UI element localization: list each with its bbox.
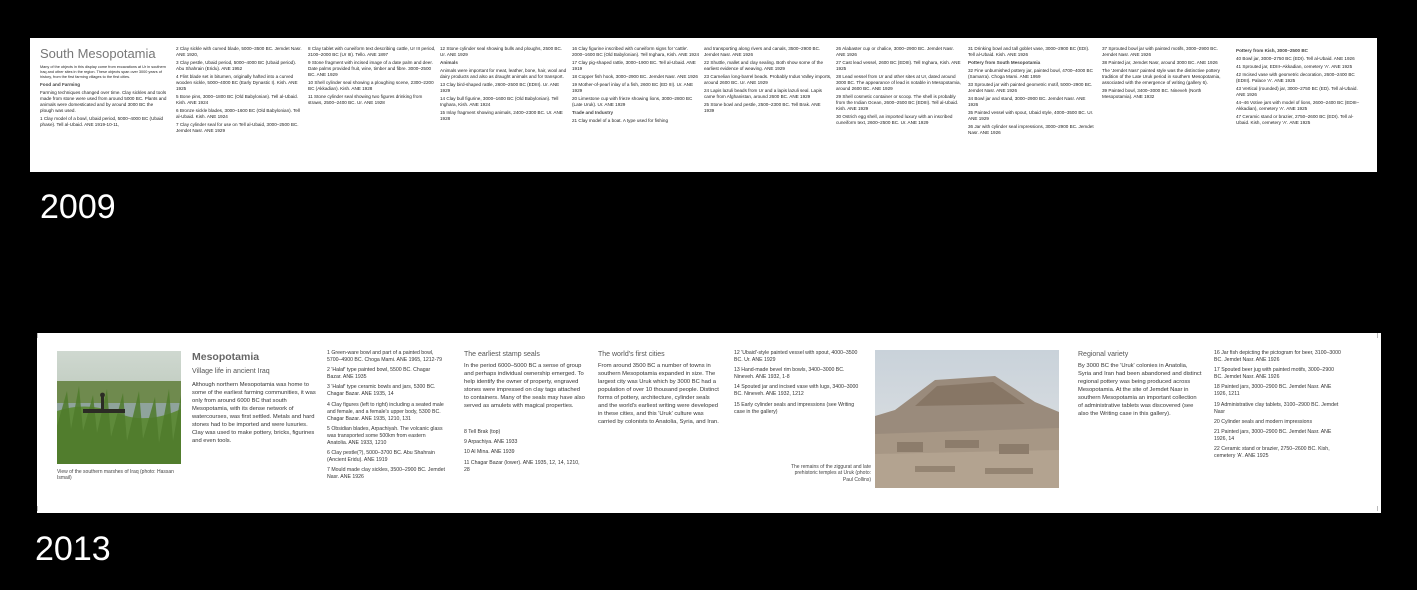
panel-2009-entry: 25 Stone bowl and pestle, 2500–2300 BC. Tell Brak. ANE 1939	[704, 102, 821, 113]
panel-2009-entry: 37 Sprouted bowl jar with painted motifs, 3000–2900 BC. Jemdet Nasr. ANE 1926	[1102, 46, 1218, 57]
panel-2009-entry: 7 Clay cylinder seal for use on Tell al-Ubaid, 3000–2500 BC. Jemdet Nasr. ANE 1929	[176, 122, 299, 133]
marsh-photo-image	[57, 351, 181, 464]
seals-text: In the period 6000–5000 BC a sense of group and perhaps individual ownership emerged. To help identify the owner of property, engraved stones were impressed on clay tags attached to containers. Many of the seals may have also served as amulets with magical properties.	[464, 363, 585, 409]
year-label-2013: 2013	[35, 530, 111, 568]
panel-2009-subheading: Animals	[440, 60, 458, 65]
list-item: 1 Green-ware bowl and part of a painted bowl, 5700–4900 BC. Choga Mami. ANE 1965, 1212-79	[327, 350, 443, 363]
panel-2009-farming-text: Farming techniques changed over time. Clay sickles and tools made from stone were used from around 5000 BC. Plants and animals were domesticated and by around 3000 BC the plough was used.	[40, 90, 167, 113]
list-item: 4 Clay figures (left to right) including a seated male and female, and a female's upper body, 5300 BC. Chagar Bazar. ANE 1935, 1210, 131	[327, 401, 444, 422]
panel-2009-subheading: Pottery from Kish, 3000–2500 BC	[1236, 48, 1308, 53]
panel-2009-title: South Mesopotamia	[40, 46, 156, 61]
panel-2009-entry: 43 Vertical (rounded) jar, 3000–2750 BC (ED). Tell al-Ubaid. ANE 1926	[1236, 86, 1358, 97]
panel-2009-column-2	[308, 46, 436, 170]
panel-2009-entry: 32 Fine unburnished pottery jar, painted bowl, 4700–4000 BC (Samarra). Choga Mami. ANE 1959	[968, 68, 1093, 79]
panel-2009-entry: 22 Shuttle, mallet and clay sealing. Both show some of the earliest evidence of weaving. ANE 1929	[704, 60, 823, 71]
list-item: 18 Painted jars, 3000–2900 BC. Jemdet Nasr. ANE 1926, 1211	[1214, 384, 1332, 398]
panel-2009-entry: 5 Bone pins, 3000–1800 BC (Old Babylonian). Tell al-Ubaid. Kish. ANE 1924	[176, 94, 298, 105]
panel-2009-entry: 20 Limestone cup with frieze showing lions, 3000–2800 BC (Late Uruk). Ur. ANE 1929	[572, 96, 693, 107]
list-item: 2 'Halaf' type painted bowl, 5500 BC. Chagar Bazar. ANE 1935	[327, 367, 431, 381]
object-list-4	[1214, 350, 1344, 463]
marsh-photo-caption: View of the southern marshes of Iraq (photo: Hassan Ismail)	[57, 469, 174, 482]
cities-heading: The world's first cities	[598, 351, 665, 358]
regional-text: By 3000 BC the 'Uruk' colonies in Anatolia, Syria and Iran had been abandoned and distinct regional pottery was being produced across Mesopotamia. At the site of Jemdet Nasr in southern Mesopotamia an important collection of administrative tablets was discovered (see also the Writing case in this gallery).	[1078, 363, 1202, 417]
panel-2009-entry: 40 Bowl jar, 3000–2750 BC (EDI). Tell al-Ubaid. ANE 1926	[1236, 56, 1355, 61]
crop-mark	[1377, 506, 1378, 511]
panel-2009-entry: 16 Clay figurine inscribed with cuneiform signs for 'cattle'. 2000–1600 BC (Old Babylonian). Tell Inghara, Kish. ANE 1924	[572, 46, 700, 57]
list-item: 13 Hand-made bevel rim bowls, 3400–3000 BC. Nineveh. ANE 1932, 1-8	[734, 367, 845, 381]
panel-2009-column-4	[572, 46, 700, 170]
label-panel-2009	[30, 38, 1377, 172]
list-item: 19 Administrative clay tablets, 3100–2900 BC. Jemdet Nasr	[1214, 401, 1339, 415]
panel-2009-column-5	[704, 46, 832, 170]
panel-2009-column-7	[968, 46, 1096, 170]
panel-2013-subtitle: Village life in ancient Iraq	[192, 368, 270, 375]
panel-2009-entry: 24 Lapis lazuli beads from Ur and a lapis lazuli seal. Lapis came from Afghanistan, around 2600 BC. ANE 1929	[704, 88, 822, 99]
panel-2009-entry: 23 Carnelian long-barrel beads. Probably Indus Valley imports, around 2600 BC. Ur. ANE 1929	[704, 74, 832, 85]
panel-2009-column-1	[176, 46, 304, 170]
panel-2009-entry: 3 Clay pestle, Ubaid period, 5000–4000 BC (Ubaid period). Abu Shahrain (Eridu). ANE 1952	[176, 60, 297, 71]
panel-2009-entry: The 'Jemdet Nasr' painted style was the distinctive pottery tradition of the Late Uruk period in southern Mesopotamia, associated with the emergence of writing (gallery 6).	[1102, 68, 1221, 85]
list-item: 11 Chagar Bazar (lower). ANE 1935, 12, 14, 1210, 28	[464, 459, 580, 473]
panel-2009-entry: 35 Painted vessel with spout, Ubaid style, 4000–3500 BC. Ur. ANE 1929	[968, 110, 1094, 121]
panel-2009-entry: 13 Clay bird-shaped rattle, 2600–2500 BC (EDIII). Ur. ANE 1929	[440, 82, 560, 93]
panel-2009-column-3	[440, 46, 568, 170]
list-item: 21 Painted jars, 3000–2900 BC. Jemdet Nasr. ANE 1926, 14	[1214, 428, 1332, 442]
panel-2009-entry: 17 Clay pig-shaped rattle, 3000–1900 BC. Tell al-Ubaid. ANE 1919	[572, 60, 696, 71]
panel-2009-entry: 33 Sprouted jar with painted geometric motif, 5000–2900 BC. Jemdet Nasr. ANE 1926	[968, 82, 1093, 93]
panel-2009-entry: 9 Stone fragment with incised image of a date palm and deer. Date palms provided fruit, wine, timber and fibre. 3000–2500 BC. ANE 1929	[308, 60, 433, 77]
list-item: 17 Spouted beer jug with painted motifs, 3000–2900 BC. Jemdet Nasr. ANE 1926	[1214, 367, 1334, 381]
list-item: 16 Jar fish depicting the pictogram for beer, 3100–3000 BC. Jemdet Nasr. ANE 1926	[1214, 350, 1341, 363]
crop-mark	[1377, 333, 1378, 338]
panel-2009-entry: 29 Shell cosmetic container or scoop. The shell is probably from the Indian Ocean, 2600–2500 BC (EDIII). Tell al-Ubaid. Kish. ANE 1929	[836, 94, 959, 111]
year-label-2009: 2009	[40, 188, 116, 226]
panel-2009-entry: 19 Mother-of-pearl inlay of a fish, 2600 BC (ED III). Ur. ANE 1929	[572, 82, 694, 93]
panel-2009-entry: 6 Bronze sickle blades, 3000–1600 BC (Old Babylonian). Tell al-Ubaid. Kish. ANE 1924	[176, 108, 301, 119]
panel-2009-entry: 38 Painted jar, Jemdet Nasr, around 3000 BC. ANE 1926	[1102, 60, 1218, 65]
list-item: 9 Arpachiya. ANE 1933	[464, 439, 518, 446]
list-item: 20 Cylinder seals and modern impressions	[1214, 418, 1313, 425]
panel-2009-entry: 31 Drinking bowl and tall goblet vase, 3000–2900 BC (EDI). Tell al-Ubaid. Kish. ANE 1926	[968, 46, 1090, 57]
panel-2009-column-6	[836, 46, 964, 170]
list-item: 3 'Halaf' type ceramic bowls and jars, 5300 BC. Chagar Bazar. ANE 1935, 14	[327, 384, 436, 398]
panel-2009-entry: 47 Ceramic stand or brazier, 2750–2600 BC (EDI). Tell al-Ubaid. Kish, cemetery 'A'. ANE 1925	[1236, 114, 1354, 125]
panel-2009-entry: Animals were important for meat, leather, bone, hair, wool and dairy products and also as draught animals and for transport.	[440, 68, 567, 79]
list-item: 6 Clay pestle(?), 5000–3700 BC. Abu Shahrain (Ancient Eridu). ANE 1919	[327, 449, 435, 463]
list-item: 14 Spouted jar and incised vase with lugs, 3400–3000 BC. Nineveh. ANE 1932, 1212	[734, 384, 859, 398]
list-item: 12 'Ubaid'-style painted vessel with spout, 4000–3500 BC. Ur. ANE 1929	[734, 350, 858, 363]
panel-2009-entry: 27 Cast lead vessel, 2600 BC (EDIII). Tell Inghara, Kish. ANE 1925	[836, 60, 961, 71]
panel-2009-column-8	[1102, 46, 1230, 170]
panel-2009-column-0	[40, 46, 168, 170]
panel-2009-entry: 21 Clay model of a boat. A type used for fishing	[572, 118, 669, 123]
crop-mark	[37, 333, 38, 338]
ziggurat-photo-caption: The remains of the ziggurat and late prehistoric temples at Uruk (photo: Paul Collins)	[790, 464, 871, 483]
panel-2009-subheading: Pottery from South Mesopotamia	[968, 60, 1041, 65]
marsh-photo	[57, 351, 181, 464]
panel-2009-entry: 12 Stone cylinder seal showing bulls and ploughs, 2500 BC. Ur. ANE 1929	[440, 46, 563, 57]
panel-2009-entry: 11 Stone cylinder seal showing two figures drinking from straws, 2500–2400 BC. Ur. ANE 1928	[308, 94, 423, 105]
object-list-2	[464, 429, 586, 477]
panel-2009-entry: 44–46 Votive jars with model of lions, 2600–2400 BC (EDIII–Akkadian), cemetery 'A'. ANE 1925	[1236, 100, 1360, 111]
panel-2009-column-9	[1236, 46, 1364, 170]
panel-2009-entry: 36 Jar with cylinder seal impressions, 3000–2900 BC. Jemdet Nasr. ANE 1926	[968, 124, 1094, 135]
seals-heading: The earliest stamp seals	[464, 351, 540, 358]
regional-heading: Regional variety	[1078, 351, 1129, 358]
panel-2009-entry: 18 Copper fish hook, 3000–2900 BC. Jemdet Nasr. ANE 1926	[572, 74, 698, 79]
crop-mark	[37, 506, 38, 511]
panel-2009-entry: 1 Clay model of a bowl, Ubaid period, 5000–4000 BC (Ubaid phase). Tell al-Ubaid. ANE 1919-10-11,	[40, 116, 164, 127]
list-item: 7 Mould made clay sickles, 3500–2900 BC. Jemdet Nasr. ANE 1926	[327, 467, 445, 481]
panel-2013-title: Mesopotamia	[192, 351, 260, 363]
panel-2009-entry: 39 Painted bowl, 3400–3000 BC. Nineveh (North Mesopotamia). ANE 1932	[1102, 88, 1202, 99]
panel-2009-entry: 28 Lead vessel from Ur and other sites at Ur, dated around 3000 BC. The appearance of lead is notable in Mesopotamia, around 2600 BC. ANE 1929	[836, 74, 961, 91]
object-list-1	[327, 350, 445, 484]
list-item: 15 Early cylinder seals and impressions (see Writing case in the gallery)	[734, 401, 855, 415]
panel-2009-entry: 4 Flint blade set in bitumen, originally hafted into a curved wooden sickle, 5000–4000 BC (Early Dynastic I). Kish. ANE 1925	[176, 74, 298, 91]
cities-text: From around 3500 BC a number of towns in southern Mesopotamia expanded in size. The largest city was Uruk which by 3000 BC had a population of over 10 thousand people. Distinct forms of pottery, architecture, cylinder seals and the world's earliest writing were developed in these cities, and this 'Uruk' culture was carried by colonists to Anatolia, Syria, and Iran.	[598, 363, 719, 425]
label-panel-2013	[37, 333, 1381, 513]
panel-2009-entry: 15 Inlay fragment showing animals, 2400–2300 BC. Ur. ANE 1928	[440, 110, 563, 121]
list-item: 5 Obsidian blades, Arpachiyah. The volcanic glass was transported some 500km from eastern Anatolia. ANE 1933, 1210	[327, 425, 443, 446]
ziggurat-photo	[875, 350, 1059, 488]
panel-2009-entry: 34 Bowl jar and stand, 3000–2900 BC. Jemdet Nasr. ANE 1926	[968, 96, 1086, 107]
panel-2009-entry: 41 Sprouted jar, EDIII–Akkadian, cemetery 'A'. ANE 1925	[1236, 64, 1353, 69]
panel-2009-entry: 26 Alabaster cup or chalice, 3000–2900 BC. Jemdet Nasr. ANE 1926	[836, 46, 954, 57]
panel-2009-entry: 2 Clay sickle with curved blade, 5000–3500 BC. Jemdet Nasr. ANE 1920,	[176, 46, 302, 57]
object-list-3	[734, 350, 859, 419]
panel-2009-entry: 8 Clay tablet with cuneiform text describing cattle, Ur III period, 2100–2000 BC (Ur III). Tello. ANE 1897	[308, 46, 436, 57]
panel-2009-intro: Many of the objects in this display come from excavations at Ur in southern Iraq and other sites in the region. These objects span over 3000 years of history, from the first farming villages to the first cities.	[40, 65, 166, 79]
panel-2009-entry: 30 Ostrich egg shell, an imported luxury with an inscribed cuneiform text, 2600–2500 BC. Ur. ANE 1929	[836, 114, 953, 125]
panel-2009-subheading: Trade and Industry	[572, 110, 614, 115]
list-item: 22 Ceramic stand or brazier, 2750–2600 BC. Kish, cemetery 'A'. ANE 1925	[1214, 446, 1330, 460]
panel-2009-entry: 14 Clay bull figurine, 3000–1600 BC (Old Babylonian). Tell Inghara, Kish. ANE 1924	[440, 96, 559, 107]
list-item: 8 Tell Brak (top)	[464, 429, 501, 435]
panel-2009-entry: 42 Incised vase with geometric decoration, 2600–2400 BC (EDIII). Palace 'A'. ANE 1925	[1236, 72, 1355, 83]
list-item: 10 Al Mina. ANE 1939	[464, 449, 515, 456]
panel-2009-entry: 10 Shell cylinder seal showing a ploughing scene, 2300–2200 BC (Akkadian). Kish. ANE 1928	[308, 80, 434, 91]
panel-2009-entry: and transporting along rivers and canals, 3500–2900 BC. Jemdet Nasr. ANE 1926	[704, 46, 821, 57]
ziggurat-photo-image	[875, 350, 1059, 488]
panel-2013-intro: Although northern Mesopotamia was home to some of the earliest farming communities, it was only from around 6000 BC that south Mesopotamia, with its dense network of watercourses, was first settled. Metals and hard stones had to be imported and were luxuries. Clay was used to make pottery, bricks, figurines and even tools.	[192, 382, 316, 444]
panel-2009-subheading: Food and Farming	[40, 82, 81, 87]
